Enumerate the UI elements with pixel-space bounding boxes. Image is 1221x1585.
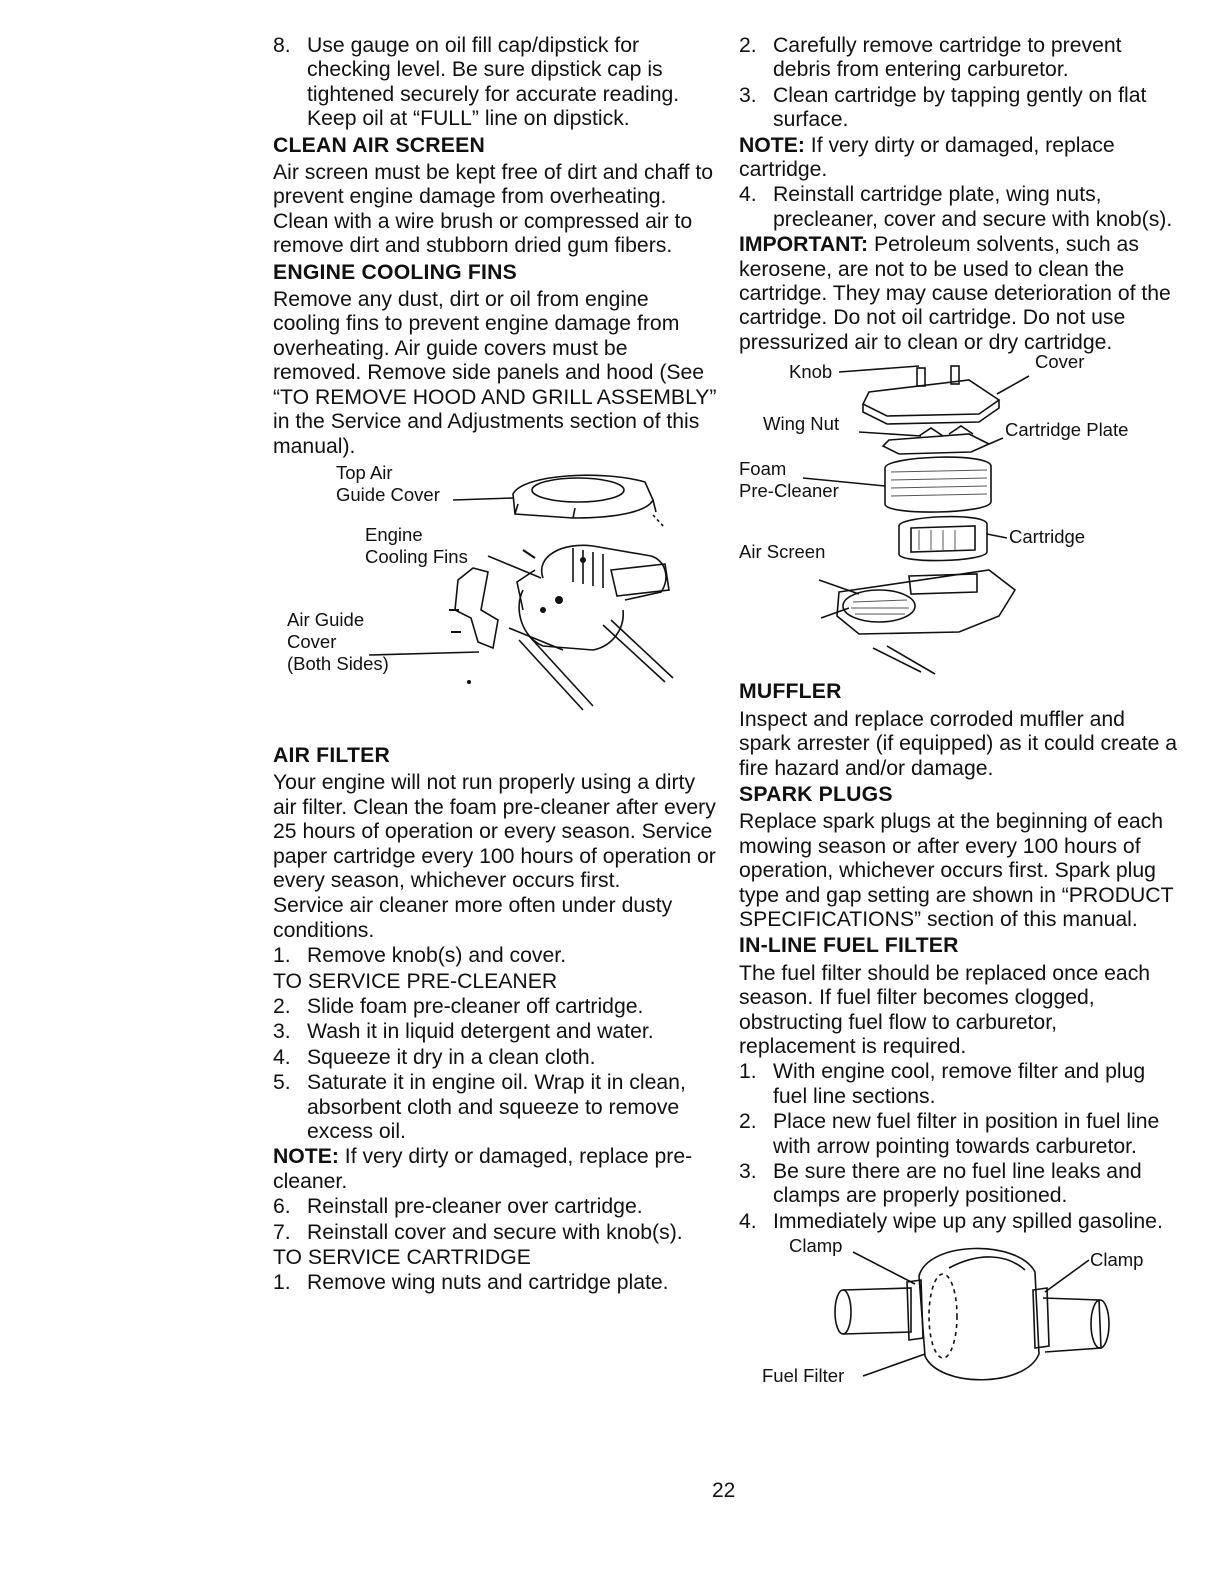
label-clamp-right: Clamp xyxy=(1090,1249,1144,1271)
label-knob: Knob xyxy=(789,361,833,383)
list-text: Immediately wipe up any spilled gasoline. xyxy=(773,1209,1163,1233)
list-number: 7. xyxy=(273,1220,291,1244)
label-air-screen: Air Screen xyxy=(739,541,826,563)
list-text: Saturate it in engine oil. Wrap it in clean, absorbent cloth and squeeze to remove excess oil. xyxy=(307,1071,686,1143)
list-item xyxy=(273,1271,718,1295)
label-cooling-fins: Cooling Fins xyxy=(365,545,468,567)
note-text: If very dirty or damaged, replace cartridge. xyxy=(739,133,1115,182)
label-both-sides: (Both Sides) xyxy=(287,652,389,674)
label-cover: Cover xyxy=(287,630,337,652)
list-item xyxy=(273,1046,718,1070)
list-item xyxy=(273,1020,718,1044)
list-item xyxy=(273,995,718,1019)
list-number: 4. xyxy=(739,1209,757,1233)
list-item xyxy=(739,84,1179,133)
list-number: 3. xyxy=(739,83,757,107)
label-cartridge-plate: Cartridge Plate xyxy=(1005,419,1129,441)
engine-cooling-figure xyxy=(273,460,718,742)
list-item xyxy=(739,1160,1179,1209)
label-air-guide: Air Guide xyxy=(287,608,365,630)
list-number: 2. xyxy=(273,994,291,1018)
list-text: Reinstall cover and secure with knob(s). xyxy=(307,1220,683,1244)
label-guide-cover: Guide Cover xyxy=(336,483,440,505)
list-number: 1. xyxy=(273,944,291,968)
list-text: Be sure there are no fuel line leaks and clamps are properly positioned. xyxy=(773,1160,1142,1208)
list-item xyxy=(739,34,1179,83)
list-number: 8. xyxy=(273,34,291,57)
label-top-air: Top Air xyxy=(336,461,393,483)
clean-air-screen-body: Air screen must be kept free of dirt and chaff to prevent engine damage from overheating. Clean with a wire brush or compressed air to remove dirt and stubborn dried gum fibers. xyxy=(273,161,714,258)
note-label: NOTE: xyxy=(739,133,805,157)
list-item xyxy=(273,1071,718,1144)
important-text: Petroleum solvents, such as kerosene, are not to be used to clean the cartridge. They may cause deterioration of the cartridge. Do not oil cartridge. Do not use pressurized air to clean or dry cartridge. xyxy=(739,233,1171,354)
list-item xyxy=(273,1195,718,1219)
muffler-heading: MUFFLER xyxy=(739,680,842,704)
list-number: 2. xyxy=(739,34,757,57)
list-text: Reinstall cartridge plate, wing nuts, precleaner, cover and secure with knob(s). xyxy=(773,183,1173,231)
label-foam: Foam xyxy=(739,458,787,480)
list-item xyxy=(273,1221,718,1245)
list-text: Reinstall pre-cleaner over cartridge. xyxy=(307,1195,643,1219)
cooling-fins-heading: ENGINE COOLING FINS xyxy=(273,260,517,284)
list-text: Use gauge on oil fill cap/dipstick for checking level. Be sure dipstick cap is tightened securely for accurate reading. Keep oil at “FULL” line on dipstick. xyxy=(307,34,680,131)
clean-air-screen-heading: CLEAN AIR SCREEN xyxy=(273,133,485,157)
list-text: Carefully remove cartridge to prevent debris from entering carburetor. xyxy=(773,34,1122,82)
label-cartridge: Cartridge xyxy=(1009,526,1086,548)
list-number: 1. xyxy=(273,1271,291,1295)
list-item xyxy=(739,1210,1179,1234)
list-text: Slide foam pre-cleaner off cartridge. xyxy=(307,994,644,1018)
cartridge-subheading: TO SERVICE CARTRIDGE xyxy=(273,1246,531,1270)
label-engine: Engine xyxy=(365,523,423,545)
important-label: IMPORTANT: xyxy=(739,233,869,257)
air-filter-body: Your engine will not run properly using a dirty air filter. Clean the foam pre-cleaner after every 25 hours of operation or every season. Service paper cartridge every 100 hours of operation or every season, whichever occurs first. xyxy=(273,771,716,892)
label-pre-cleaner: Pre-Cleaner xyxy=(739,480,839,502)
list-text: Remove knob(s) and cover. xyxy=(307,944,567,968)
list-item xyxy=(273,944,718,968)
fuel-filter-figure xyxy=(739,1235,1179,1392)
list-item xyxy=(739,1110,1179,1159)
list-number: 1. xyxy=(739,1060,757,1084)
muffler-body: Inspect and replace corroded muffler and spark arrester (if equipped) as it could create a fire hazard and/or damage. xyxy=(739,707,1178,780)
precleaner-note xyxy=(273,1145,718,1194)
note-label: NOTE: xyxy=(273,1145,339,1169)
label-clamp-left: Clamp xyxy=(789,1235,843,1257)
list-item xyxy=(273,34,718,132)
right-column xyxy=(739,34,1179,1392)
left-column xyxy=(273,34,718,1297)
label-fuel-filter: Fuel Filter xyxy=(762,1365,845,1387)
cartridge-note xyxy=(739,134,1179,183)
list-number: 3. xyxy=(273,1020,291,1044)
cooling-fins-body: Remove any dust, dirt or oil from engine cooling fins to prevent engine damage from overheating. Air guide covers must be removed. Remove side panels and hood (See “TO REMOVE HOOD AND GRILL ASSEMBLY” in the Service and Adjustments section of this manual). xyxy=(273,288,717,458)
air-filter-figure xyxy=(739,351,1179,678)
list-number: 4. xyxy=(273,1045,291,1069)
list-number: 6. xyxy=(273,1195,291,1219)
air-filter-dusty: Service air cleaner more often under dusty conditions. xyxy=(273,894,673,942)
air-filter-heading: AIR FILTER xyxy=(273,743,390,767)
fuel-filter-body: The fuel filter should be replaced once each season. If fuel filter becomes clogged, obstructing fuel flow to carburetor, replacement is required. xyxy=(739,961,1151,1058)
label-cover: Cover xyxy=(1035,351,1085,373)
note-text: If very dirty or damaged, replace pre-cleaner. xyxy=(273,1145,693,1193)
spark-plugs-heading: SPARK PLUGS xyxy=(739,782,893,806)
air-filter-illustration xyxy=(739,356,1179,678)
list-item xyxy=(739,183,1179,232)
list-text: Place new fuel filter in position in fuel line with arrow pointing towards carburetor. xyxy=(773,1110,1160,1158)
list-text: With engine cool, remove filter and plug fuel line sections. xyxy=(773,1060,1146,1108)
list-text: Clean cartridge by tapping gently on flat surface. xyxy=(773,83,1147,132)
list-text: Squeeze it dry in a clean cloth. xyxy=(307,1045,596,1069)
page-number: 22 xyxy=(712,1479,736,1502)
list-item xyxy=(739,1060,1179,1109)
label-wing-nut: Wing Nut xyxy=(763,413,840,435)
list-number: 2. xyxy=(739,1110,757,1134)
precleaner-subheading: TO SERVICE PRE-CLEANER xyxy=(273,969,558,993)
important-note xyxy=(739,233,1179,355)
fuel-filter-heading: IN-LINE FUEL FILTER xyxy=(739,934,959,958)
list-text: Remove wing nuts and cartridge plate. xyxy=(307,1271,669,1295)
list-number: 4. xyxy=(739,183,757,207)
list-number: 3. xyxy=(739,1160,757,1183)
list-text: Wash it in liquid detergent and water. xyxy=(307,1020,654,1044)
spark-plugs-body: Replace spark plugs at the beginning of each mowing season or after every 100 hours of operation, whichever occurs first. Spark plug type and gap setting are shown in “PRODUCT SPECIFICATIONS” section of this manual. xyxy=(739,810,1174,931)
list-number: 5. xyxy=(273,1071,291,1095)
